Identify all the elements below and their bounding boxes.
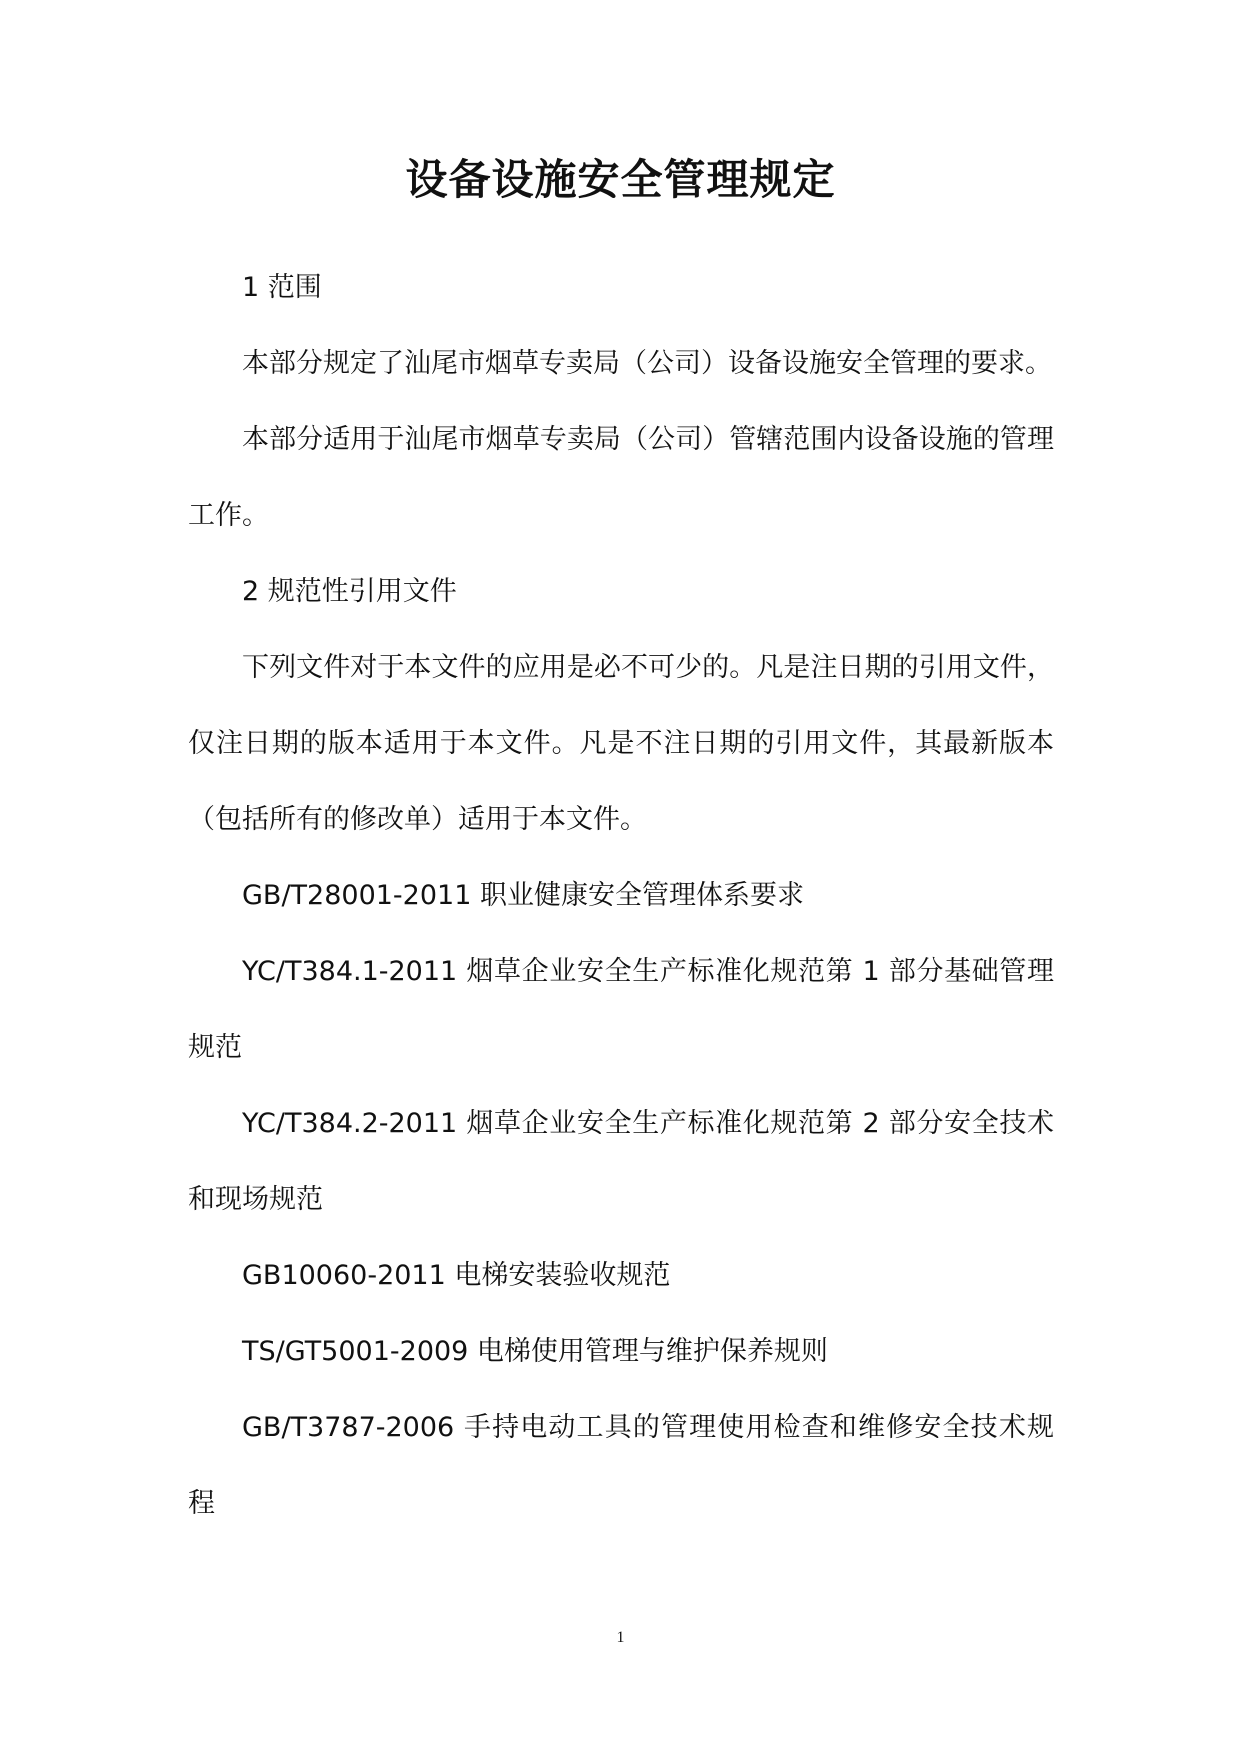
reference-item: YC/T384.1-2011 烟草企业安全生产标准化规范第 1 部分基础管理规范 bbox=[188, 956, 1054, 1063]
section-heading-scope: 1 范围 bbox=[242, 272, 322, 303]
section-heading-references: 2 规范性引用文件 bbox=[242, 576, 457, 607]
reference-item: GB10060-2011 电梯安装验收规范 bbox=[242, 1260, 671, 1291]
paragraph: 下列文件对于本文件的应用是必不可少的。凡是注日期的引用文件，仅注日期的版本适用于本文件。凡是不注日期的引用文件，其最新版本（包括所有的修改单）适用于本文件。 bbox=[188, 652, 1054, 835]
reference-item: GB/T28001-2011 职业健康安全管理体系要求 bbox=[242, 880, 804, 911]
document-body bbox=[188, 250, 1054, 1542]
paragraph: 本部分适用于汕尾市烟草专卖局（公司）管辖范围内设备设施的管理工作。 bbox=[188, 424, 1054, 531]
document-title: 设备设施安全管理规定 bbox=[405, 155, 836, 204]
reference-item: GB/T3787-2006 手持电动工具的管理使用检查和维修安全技术规程 bbox=[188, 1412, 1054, 1519]
reference-item: TS/GT5001-2009 电梯使用管理与维护保养规则 bbox=[242, 1336, 828, 1367]
page-number: 1 bbox=[616, 1629, 625, 1646]
paragraph: 本部分规定了汕尾市烟草专卖局（公司）设备设施安全管理的要求。 bbox=[242, 348, 1052, 379]
reference-item: YC/T384.2-2011 烟草企业安全生产标准化规范第 2 部分安全技术和现场规范 bbox=[188, 1108, 1054, 1215]
